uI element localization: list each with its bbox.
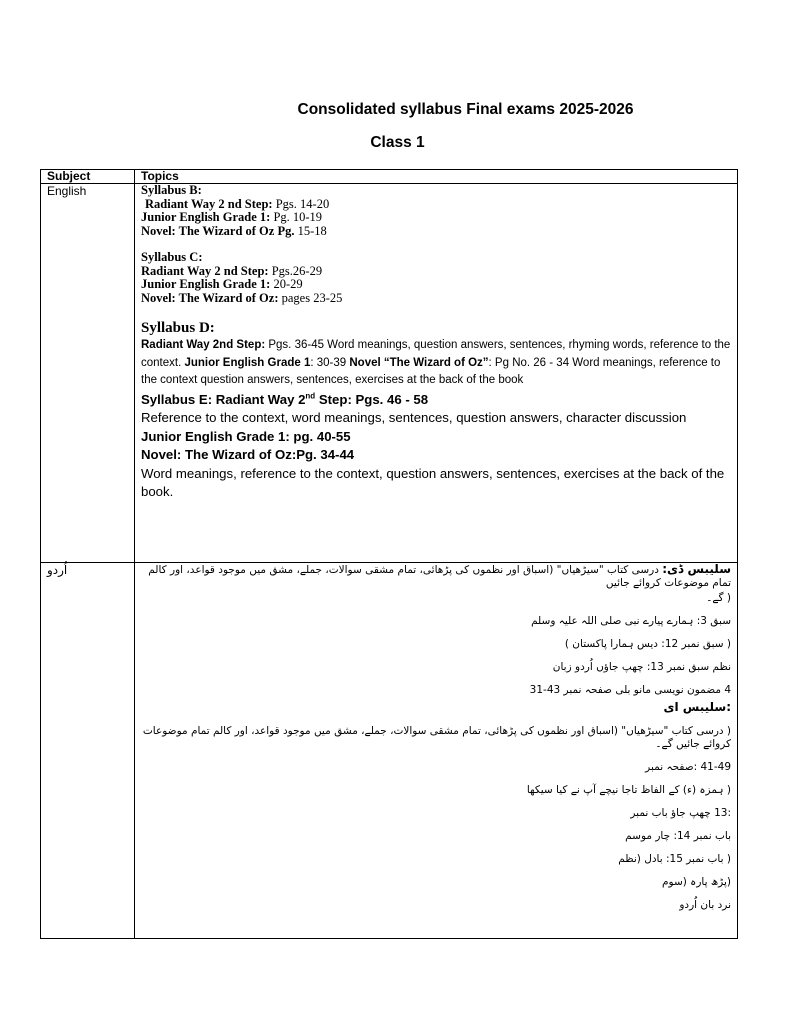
syllabus-d-heading: Syllabus D: — [141, 320, 215, 336]
syllabus-e-heading: Syllabus E: Radiant Way 2nd Step: Pgs. 46 - 58 — [141, 391, 429, 407]
syllabus-b-book2-pages: Pg. 10-19 — [270, 210, 323, 224]
table-row-urdu — [41, 563, 738, 939]
column-header-subject: Subject — [41, 170, 135, 184]
syllabus-b-book1-pages: Pgs. 14-20 — [272, 196, 330, 211]
urdu-syllabus-d-label: سلیبس ڈی: — [662, 562, 731, 576]
syllabus-c-heading: Syllabus C: — [141, 250, 203, 264]
syllabus-b-book2: Junior English Grade 1: — [141, 210, 271, 224]
urdu-essay: 4 مضمون نویسی مانو بلی صفحہ نمبر 43-31 — [529, 684, 731, 696]
urdu-lesson-12: ( سبق نمبر 12: دیس ہمارا پاکستان ) — [564, 638, 731, 650]
urdu-e-pages: 41-49 :صفحہ نمبر — [645, 761, 731, 773]
table-row-english — [41, 184, 738, 563]
syllabus-c-block — [141, 251, 731, 305]
syllabus-e-junior-english: Junior English Grade 1: pg. 40-55 — [141, 428, 351, 444]
syllabus-b-book1: Radiant Way 2 nd Step: — [145, 196, 273, 211]
urdu-lesson-3: سبق 3: ہمارے پیارے نبی صلی اللہ علیہ وسلم — [531, 615, 731, 627]
urdu-syllabus-e-text: ( درسی کتاب "سیڑھیاں" (اسباق اور نظموں کی پڑھائی، تمام مشقی سوالات، جملے، مشق میں موجود قواعد، اور کالم تمام موضوعات کروائے جائیں گے۔ — [142, 725, 731, 750]
urdu-e-chapter-14: باب نمبر 14: چار موسم — [625, 830, 731, 842]
syllabus-b-novel-pages: 15-18 — [294, 223, 327, 238]
syllabus-c-book1: Radiant Way 2 nd Step: — [141, 263, 269, 278]
syllabus-b-heading: Syllabus B: — [141, 183, 202, 197]
urdu-e-chapter-13: :13 چھپ جاؤ باب نمبر — [630, 807, 731, 819]
topics-urdu — [135, 563, 738, 939]
syllabus-d-block — [141, 320, 731, 390]
syllabus-e-novel-desc: Word meanings, reference to the context, question answers, sentences, exercises at the back of the book. — [141, 465, 725, 499]
syllabus-c-book1-pages: Pgs.26-29 — [268, 263, 323, 278]
syllabus-e-radiant-desc: Reference to the context, word meanings, sentences, question answers, character discussion — [141, 410, 687, 425]
syllabus-e-block — [141, 391, 731, 502]
urdu-syllabus-d-text: درسی کتاب "سیڑھیاں" (اسباق اور نظموں کی پڑھائی، تمام مشقی سوالات، جملے، مشق میں موجود قواعد، اور کالم تمام موضوعات کروائے جائیں — [148, 564, 731, 589]
subject-english: English — [41, 184, 135, 563]
syllabus-table — [40, 169, 738, 939]
urdu-poem-13: نظم سبق نمبر 13: چھپ جاؤں اُردو زبان — [552, 661, 731, 673]
subject-urdu: اُردو — [41, 563, 135, 939]
syllabus-c-novel: Novel: The Wizard of Oz: — [141, 290, 279, 305]
syllabus-b-novel: Novel: The Wizard of Oz Pg. — [141, 223, 295, 238]
table-header-row — [41, 170, 738, 184]
urdu-e-hamza: ( ہمزہ (ء) کے الفاظ تاجا نیچے آپ نے کیا سیکھا — [526, 784, 731, 796]
syllabus-d-text: Radiant Way 2nd Step: Pgs. 36-45 Word meanings, question answers, sentences, rhyming words, reference to the context. Junior English Grade 1: 30-39 Novel “The Wizard of Oz”: Pg No. 26 - 34 Word meanings, reference to the context question answers, sentences, exercises at the back of the book — [141, 339, 731, 386]
urdu-e-chapter-15: ( باب نمبر 15: بادل (نظم — [618, 853, 731, 865]
topics-english — [135, 184, 738, 563]
syllabus-b-block — [141, 184, 731, 238]
class-title: Class 1 — [370, 134, 425, 151]
syllabus-e-novel: Novel: The Wizard of Oz:Pg. 34-44 — [141, 447, 355, 462]
syllabus-c-book2: Junior English Grade 1: — [141, 277, 271, 291]
document-title: Consolidated syllabus Final exams 2025-2026 — [297, 101, 634, 118]
column-header-topics: Topics — [135, 170, 738, 184]
syllabus-c-book2-pages: 20-29 — [270, 277, 303, 291]
syllabus-c-novel-pages: pages 23-25 — [278, 290, 343, 305]
urdu-e-book: نرد بان اُردو — [679, 899, 731, 911]
urdu-e-reading: (پڑھ پارہ (سوم — [662, 876, 731, 888]
urdu-syllabus-e-label: :سلیبس ای — [663, 700, 731, 714]
urdu-syllabus-d-cont: ( گے۔ — [706, 592, 731, 604]
